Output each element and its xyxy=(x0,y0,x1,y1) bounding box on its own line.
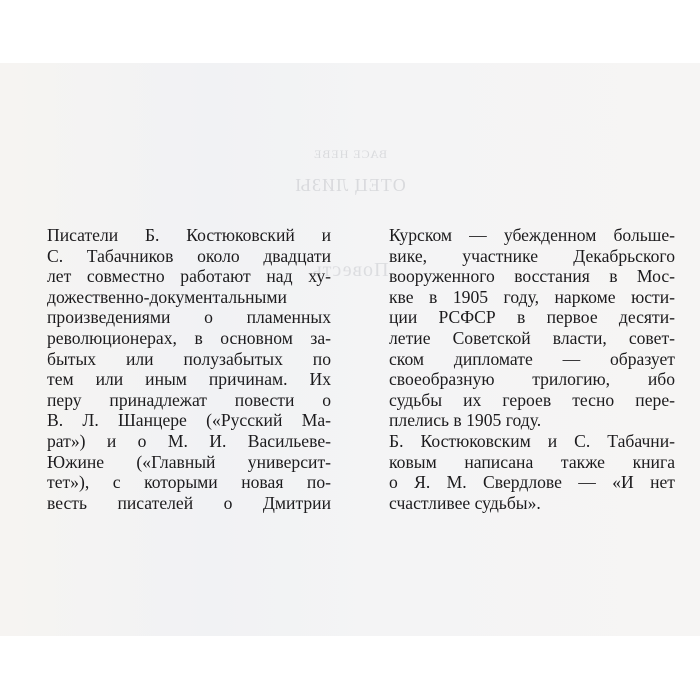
show-through-text: ВАСЕ НЕВЕ xyxy=(313,147,387,161)
show-through-text: ОТЕЦ ЛИЗЫ xyxy=(294,175,406,195)
text-line: Б. Костюковским и С. Табачни- xyxy=(389,430,675,451)
text-line: ском дипломате — образует xyxy=(389,348,675,369)
text-line: произведениями о пламенных xyxy=(47,307,331,328)
text-line: летие Советской власти, совет- xyxy=(389,327,675,348)
text-line: ковым написана также книга xyxy=(389,451,675,472)
text-line: плелись в 1905 году. xyxy=(389,410,542,431)
text-line: Южине («Главный университ- xyxy=(47,451,331,472)
text-line: вооруженного восстания в Мос- xyxy=(389,266,675,287)
text-line: перу принадлежат повести о xyxy=(47,389,331,410)
text-line: революционерах, в основном за- xyxy=(47,327,331,348)
text-line: рат») и о М. И. Васильеве- xyxy=(47,430,331,451)
text-line: кве в 1905 году, наркоме юсти- xyxy=(389,286,675,307)
left-text-column xyxy=(47,225,331,513)
text-line: своеобразную трилогию, ибо xyxy=(389,369,675,390)
text-line: Писатели Б. Костюковский и xyxy=(47,225,331,245)
text-line: судьбы их героев тесно пере- xyxy=(389,389,675,410)
right-text-column xyxy=(389,225,675,513)
text-line: тем или иным причинам. Их xyxy=(47,369,331,390)
text-line: ции РСФСР в первое десяти- xyxy=(389,307,675,328)
text-line: весть писателей о Дмитрии xyxy=(47,492,331,513)
text-line: тет»), с которыми новая по- xyxy=(47,472,331,493)
text-line: бытых или полузабытых по xyxy=(47,348,331,369)
text-line: счастливее судьбы». xyxy=(389,492,541,513)
text-line: С. Табачников около двадцати xyxy=(47,245,331,266)
text-line: лет совместно работают над ху- xyxy=(47,266,331,287)
text-line: дожественно-документальными xyxy=(47,286,287,307)
text-line: Курском — убежденном больше- xyxy=(389,225,675,245)
text-line: В. Л. Шанцере («Русский Ма- xyxy=(47,410,331,431)
text-line: о Я. М. Свердлове — «И нет xyxy=(389,472,675,493)
text-line: вике, участнике Декабрьского xyxy=(389,245,675,266)
show-through-text: Повесть xyxy=(311,259,389,281)
